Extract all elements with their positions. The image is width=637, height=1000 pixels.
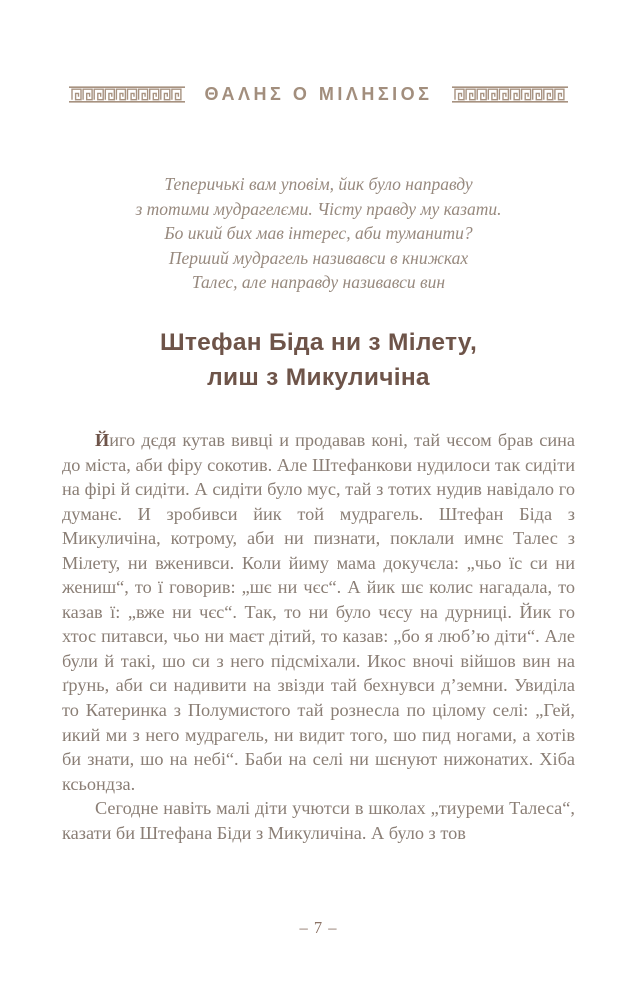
paragraph bbox=[62, 428, 575, 796]
paragraph-text: иго дєдя кутав вивці и продавав коні, тай чєсом брав сина до міста, аби фіру сокотив. Але Штефанкови нудилоси так сидіти на фірі й сидіти. А сидіти було мус, тай з тотих нудив навідало го думанє. И зробивси йик той мудрагель. Штефан Біда з Микуличіна, котрому, аби ни пизнати, поклали имнє Талес з Мілету, ни вженивси. Коли йиму мама докучєла: „чьо їс си ни жениш“, то ї говорив: „шє ни чєс“. А йик шє колис нагадала, то казав ї: „вже ни чєс“. Так, то ни було чєсу на дурниці. Йик го хтос питавси, чьо ни маєт дітий, то казав: „бо я люб’ю діти“. Але були й такі, шо си з него підсміхали. Икос вночі війшов вин на ґрунь, аби си надивити на звізди тай бехнувси д’земни. Увиділа то Катеринка з Полумистого тай рознесла по цілому селі: „Гей, икий ми з него мудрагель, ни видит того, шо пид ногами, а хотів би знати, шо на небі“. Баби на селі ни шєнуют нижонатих. Хіба ксьондза. bbox=[62, 429, 575, 794]
running-head-title: ΘΑΛΗΣ Ο ΜΙΛΗΣΙΟΣ bbox=[204, 84, 433, 104]
page-number: – 7 – bbox=[299, 918, 338, 937]
greek-meander-icon-right bbox=[451, 86, 569, 103]
epigraph-line: Бо икий бих мав інтерес, аби туманити? bbox=[164, 223, 473, 244]
paragraph-text: Сегодне навіть малі діти учютси в школах „тиуреми Талеса“, казати би Штефана Біди з Микуличіна. А було з тов bbox=[62, 798, 575, 843]
epigraph-line: Талес, але направду називавси вин bbox=[191, 272, 446, 293]
chapter-title-line-1: Штефан Біда ни з Мілету, bbox=[159, 328, 478, 356]
chapter-header bbox=[0, 0, 637, 105]
greek-meander-icon-left bbox=[68, 86, 186, 103]
epigraph bbox=[0, 172, 637, 295]
paragraph-initial: Й bbox=[95, 429, 110, 450]
epigraph-line: з тотими мудрагелєми. Чісту правду му казати. bbox=[135, 198, 502, 219]
paragraph bbox=[62, 796, 575, 845]
epigraph-line: Перший мудрагель називавси в книжках bbox=[168, 247, 469, 268]
chapter-title bbox=[0, 325, 637, 395]
chapter-title-line-2: лиш з Микуличіна bbox=[207, 363, 430, 391]
body-text bbox=[62, 428, 575, 845]
epigraph-line: Теперичькі вам уповім, йик було направду bbox=[164, 174, 473, 194]
